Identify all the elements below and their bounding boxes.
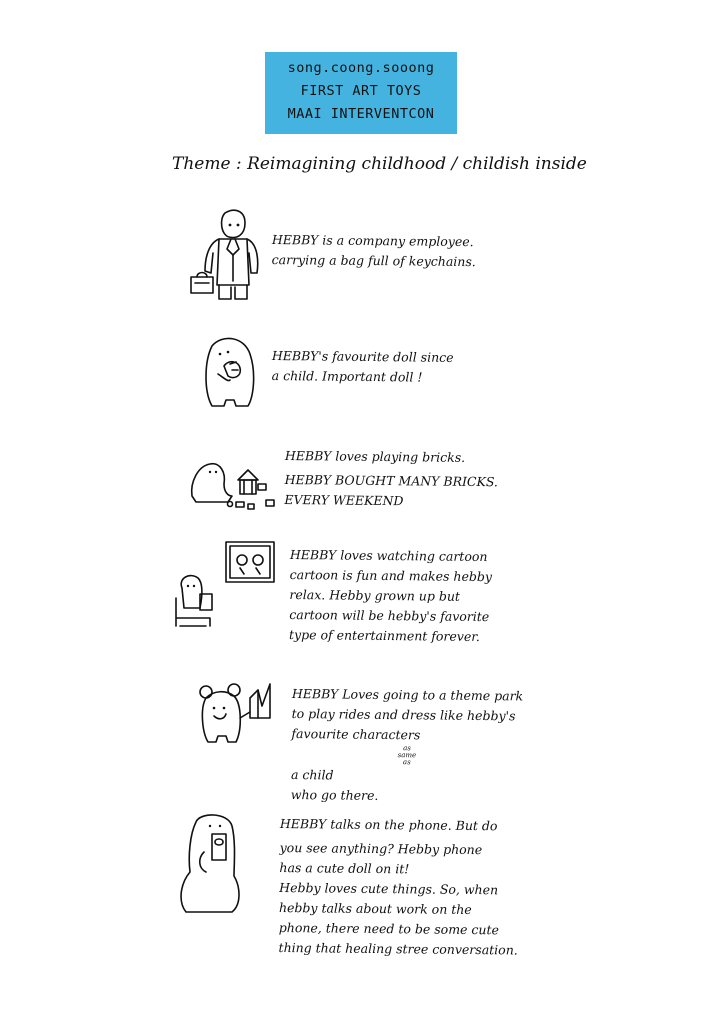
doll-hug-icon: [200, 336, 260, 411]
entry-5-line-3-tail: a child: [290, 766, 334, 783]
entry-6-line-2: you see anything? Hebby phone: [279, 839, 483, 858]
entry-6-line-7: thing that healing stree conversation.: [278, 939, 518, 958]
entry-4-line-1: HEBBY loves watching cartoon: [289, 546, 488, 565]
phone-call-icon: [176, 812, 256, 916]
tv-cartoon-icon: [170, 538, 280, 630]
title-line-2: FIRST ART TOYS: [300, 83, 422, 99]
entry-3-line-3: EVERY WEEKEND: [284, 491, 404, 509]
entry-2-line-2: a child. Important doll !: [271, 367, 423, 385]
inline-note-1: as: [403, 744, 411, 753]
entry-5-line-2: to play rides and dress like hebby's: [291, 705, 516, 724]
entry-1-line-2: carrying a bag full of keychains.: [271, 251, 476, 270]
title-line-1: song.coong.sooong: [287, 60, 435, 76]
entry-5-line-3-lead: favourite characters: [291, 725, 421, 743]
theme-heading: Theme : Reimagining childhood / childish inside: [172, 154, 587, 174]
entry-5-line-4: who go there.: [290, 786, 379, 803]
theme-park-icon: [196, 678, 278, 758]
entry-4-line-2: cartoon is fun and makes hebby: [289, 566, 493, 585]
inline-note: [295, 744, 518, 767]
entry-1-text: [272, 230, 477, 272]
entry-6-text: [278, 814, 519, 960]
entry-2-text: [272, 346, 454, 388]
entry-1-line-1: HEBBY is a company employee.: [271, 231, 474, 250]
entry-3-line-1: HEBBY loves playing bricks.: [284, 447, 466, 465]
inline-note-3: as: [402, 758, 411, 767]
entry-6-line-5: hebby talks about work on the: [278, 899, 472, 918]
entry-5-line-3: [291, 724, 523, 787]
entry-6-line-4: Hebby loves cute things. So, when: [279, 879, 499, 898]
entry-3-text: [284, 446, 498, 512]
entry-2-line-1: HEBBY's favourite doll since: [271, 347, 454, 365]
entry-5-line-1: HEBBY Loves going to a theme park: [291, 685, 524, 704]
entry-3-line-2: HEBBY BOUGHT MANY BRICKS.: [284, 471, 499, 490]
inline-note-2: same: [397, 751, 417, 760]
entry-6-line-1: HEBBY talks on the phone. But do: [279, 815, 498, 834]
entry-5-text: [291, 684, 524, 807]
title-line-3: MAAI INTERVENTCON: [287, 106, 435, 122]
entry-4-text: [289, 545, 492, 647]
entry-6-line-6: phone, there need to be some cute: [278, 919, 500, 938]
title-box: [265, 52, 457, 134]
entry-4-line-4: cartoon will be hebby's favorite: [289, 606, 490, 625]
office-worker-icon: [183, 205, 278, 305]
bricks-icon: [188, 456, 278, 512]
entry-4-line-5: type of entertainment forever.: [288, 626, 480, 644]
entry-4-line-3: relax. Hebby grown up but: [289, 586, 461, 604]
entry-6-line-3: has a cute doll on it!: [279, 859, 410, 877]
